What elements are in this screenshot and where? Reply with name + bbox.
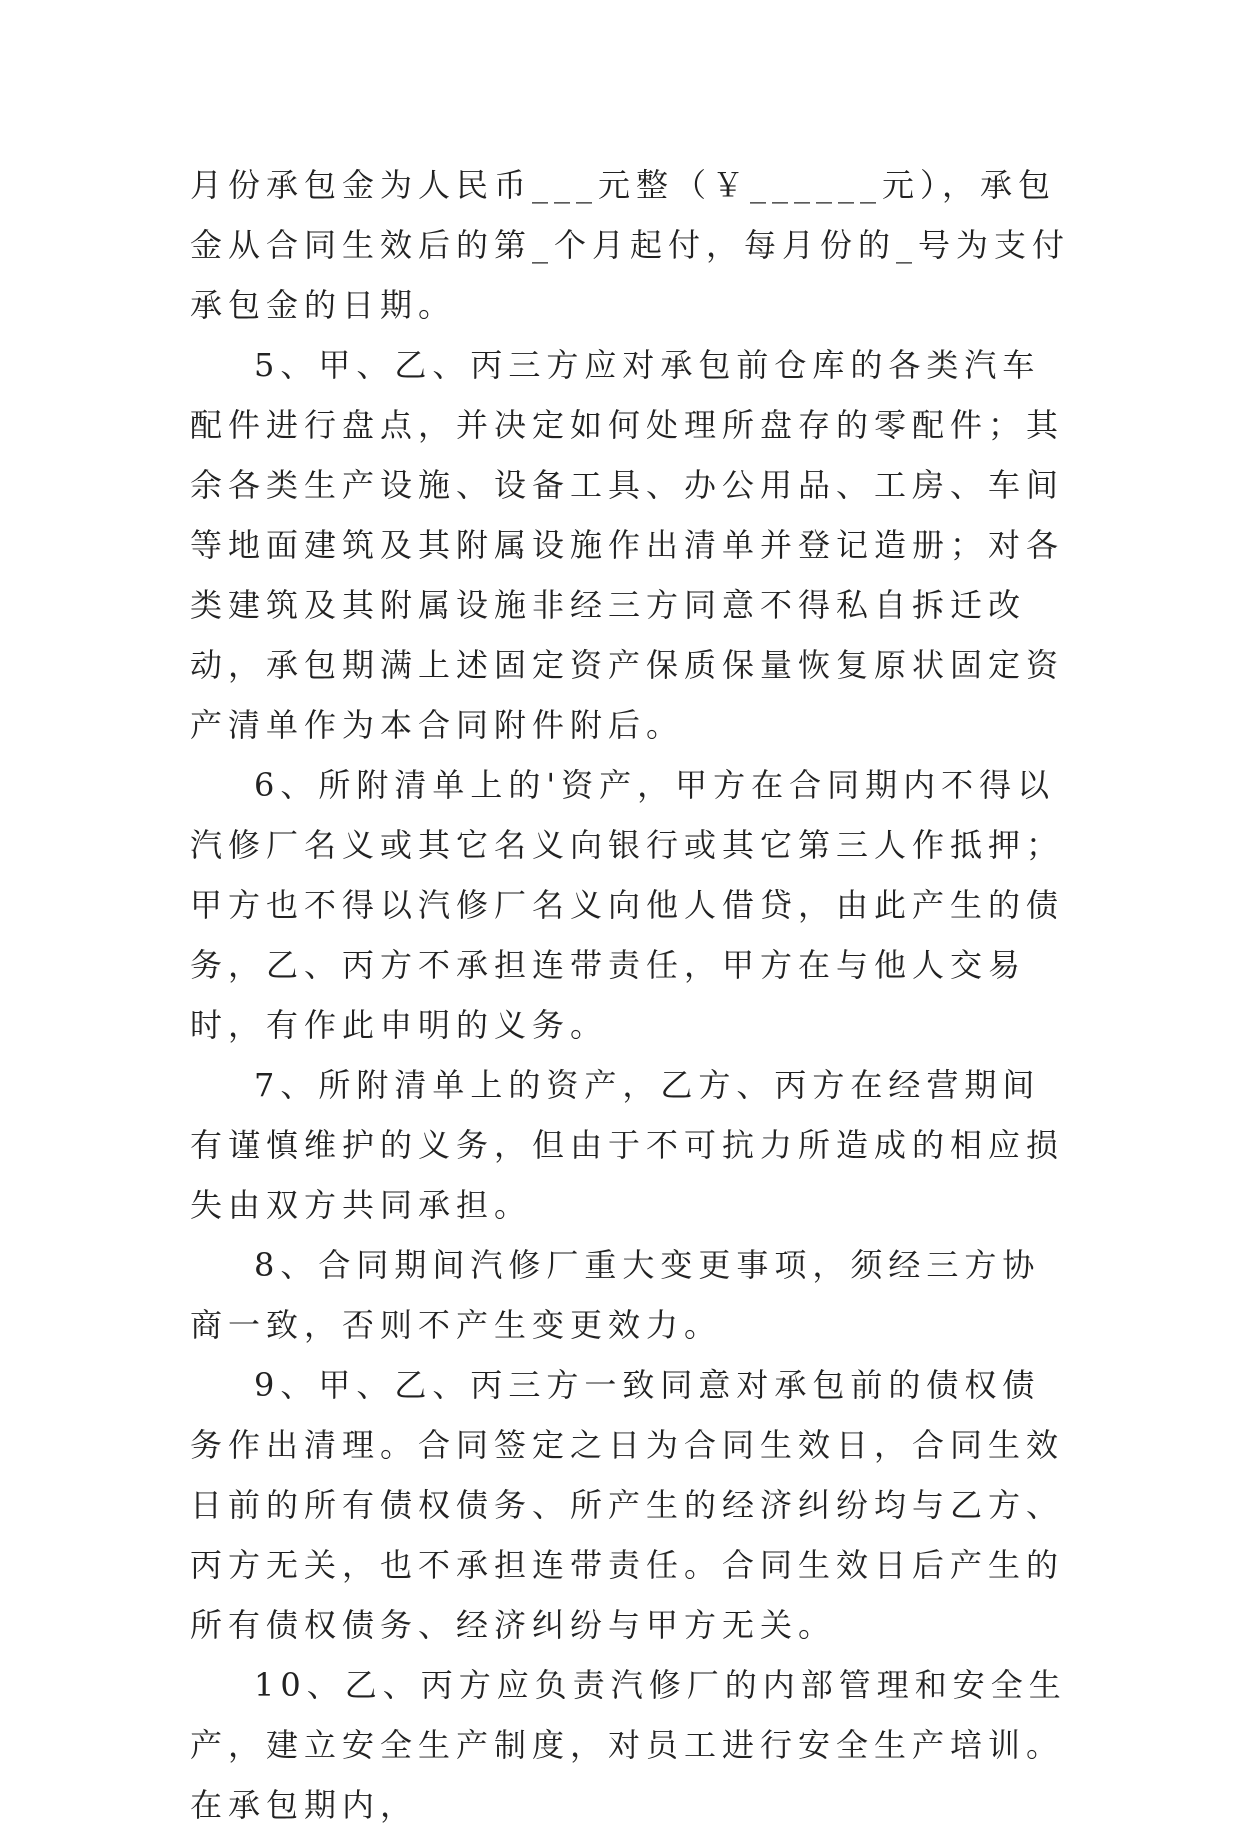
paragraph-clause-10: 10、乙、丙方应负责汽修厂的内部管理和安全生产，建立安全生产制度，对员工进行安全生产培训。在承包期内， [190, 1666, 1067, 1824]
paragraph-clause-5: 5、甲、乙、丙三方应对承包前仓库的各类汽车配件进行盘点，并决定如何处理所盘存的零配件；其余各类生产设施、设备工具、办公用品、工房、车间等地面建筑及其附属设施作出清单并登记造册；对各类建筑及其附属设施非经三方同意不得私自拆迁改动，承包期满上述固定资产保质保量恢复原状固定资产清单作为本合同附件附后。 [190, 346, 1065, 744]
paragraph-clause-7: 7、所附清单上的资产，乙方、丙方在经营期间有谨慎维护的义务，但由于不可抗力所造成的相应损失由双方共同承担。 [190, 1066, 1065, 1224]
paragraph-rent-payment: 月份承包金为人民币___元整（￥______元），承包金从合同生效后的第_个月起付，每月份的_号为支付承包金的日期。 [190, 166, 1071, 324]
paragraph-clause-6: 6、所附清单上的'资产，甲方在合同期内不得以汽修厂名义或其它名义向银行或其它第三人作抵押；甲方也不得以汽修厂名义向他人借贷，由此产生的债务，乙、丙方不承担连带责任，甲方在与他人交易时，有作此申明的义务。 [190, 766, 1065, 1044]
document-body [190, 155, 1070, 1835]
paragraph-clause-9: 9、甲、乙、丙三方一致同意对承包前的债权债务作出清理。合同签定之日为合同生效日，合同生效日前的所有债权债务、所产生的经济纠纷均与乙方、丙方无关，也不承担连带责任。合同生效日后产生的所有债权债务、经济纠纷与甲方无关。 [190, 1366, 1065, 1644]
paragraph-clause-8: 8、合同期间汽修厂重大变更事项，须经三方协商一致，否则不产生变更效力。 [190, 1246, 1041, 1344]
